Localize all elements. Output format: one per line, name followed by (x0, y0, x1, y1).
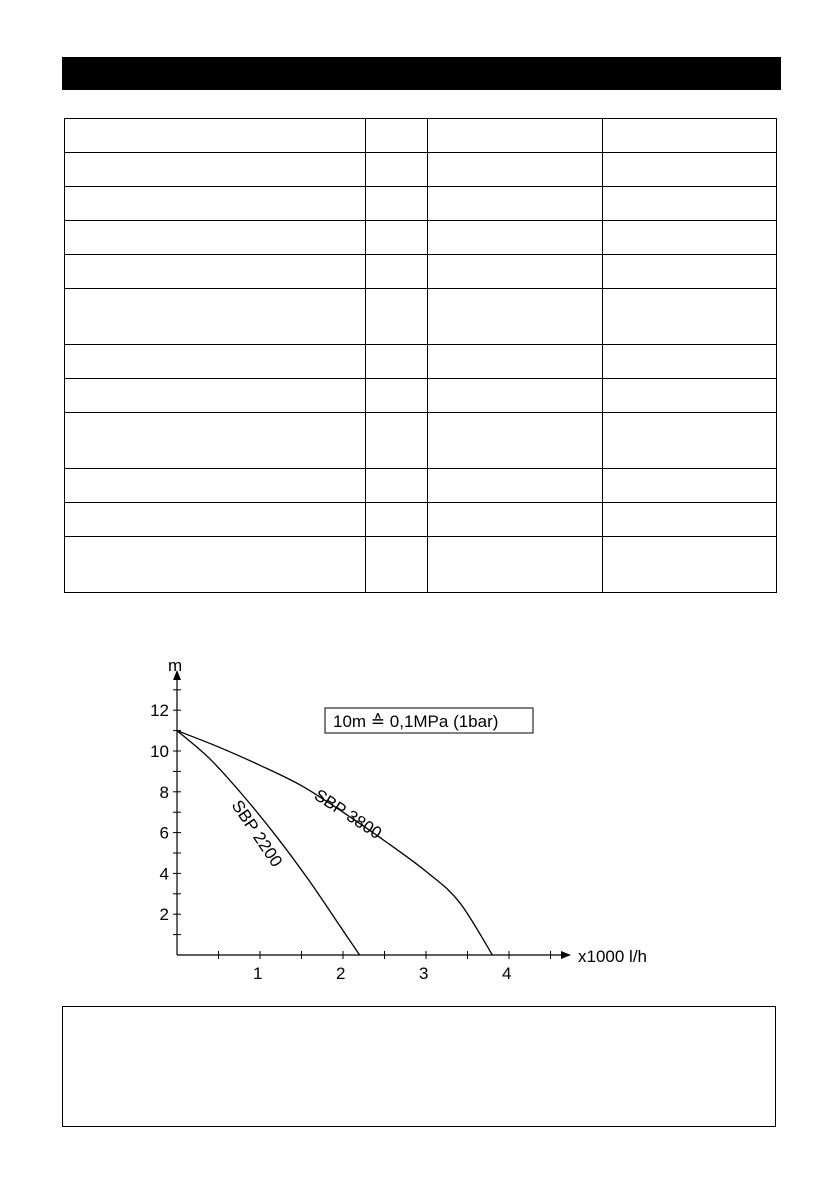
pressure-note: 10m ≙ 0,1MPa (1bar) (333, 712, 499, 731)
x-axis-label: x1000 l/h (578, 947, 647, 966)
x-tick-label: 4 (502, 964, 512, 983)
series-label-sbp-3800: SBP 3800 (310, 785, 386, 843)
y-tick-label: 6 (159, 823, 169, 843)
y-tick-label: 10 (150, 742, 169, 761)
chart-ticks (150, 690, 550, 983)
chart-series (177, 731, 492, 955)
x-tick-label: 1 (253, 964, 263, 983)
y-axis-label: m (168, 656, 183, 675)
y-tick-label: 8 (159, 782, 169, 802)
x-tick-label: 2 (336, 964, 346, 983)
x-tick-label: 3 (419, 964, 429, 983)
series-line-sbp-3800 (177, 731, 492, 955)
y-tick-label: 12 (150, 701, 169, 721)
note-box (62, 1006, 776, 1127)
y-tick-label: 2 (159, 905, 169, 925)
x-axis-arrow (561, 951, 571, 959)
y-tick-label: 4 (159, 864, 169, 884)
series-label-sbp-2200: SBP 2200 (227, 796, 287, 871)
chart-labels (168, 656, 647, 966)
